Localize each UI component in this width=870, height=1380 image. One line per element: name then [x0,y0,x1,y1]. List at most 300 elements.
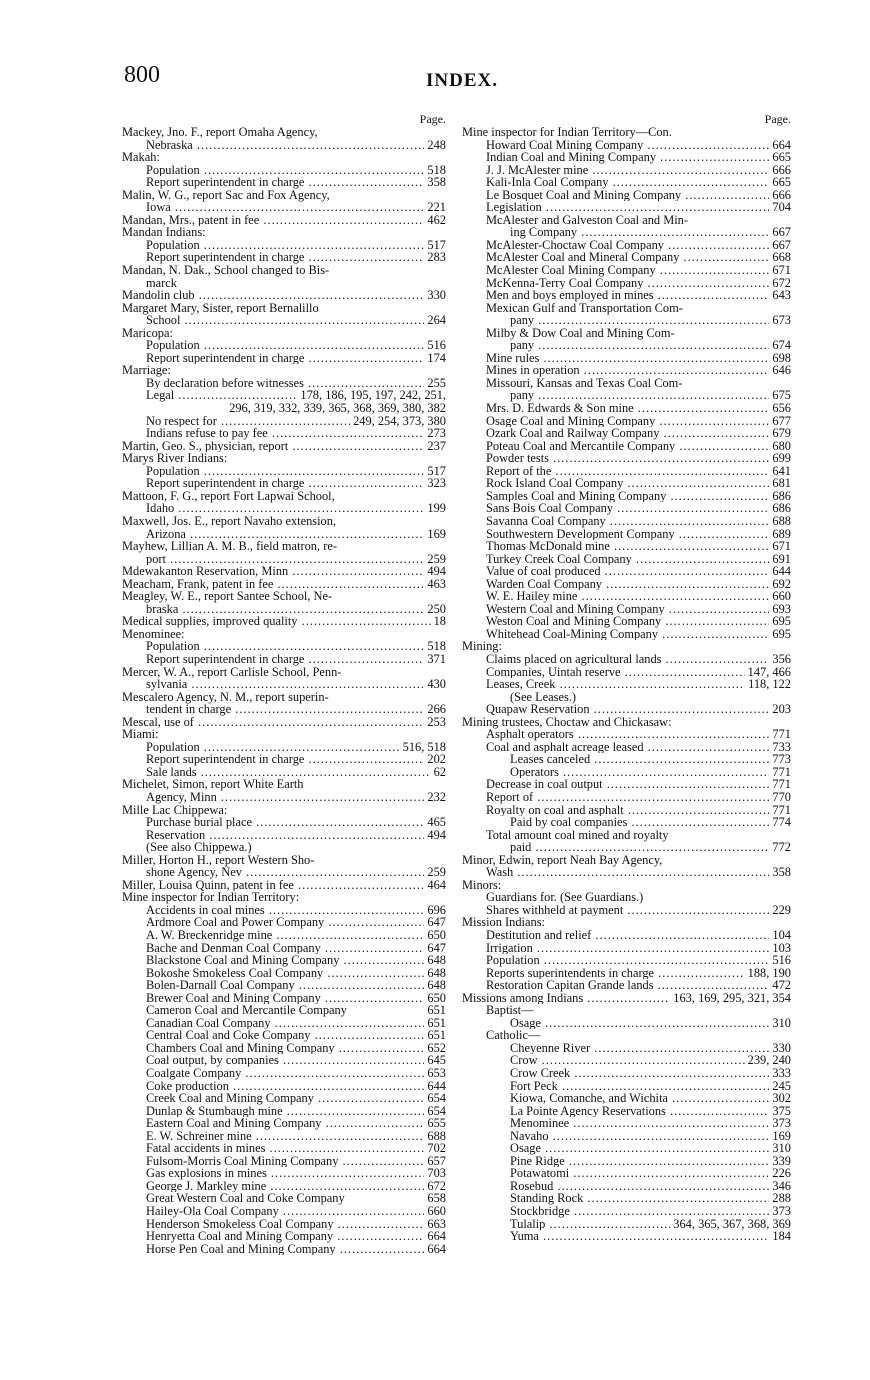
index-entry [122,615,446,628]
entry-page-ref: 677 [772,413,791,428]
entry-page-ref: 163, 169, 295, 321, 354 [673,990,791,1005]
entry-page-ref: 733 [772,739,791,754]
entry-page-ref: 104 [772,928,791,942]
entry-text: Quapaw Reservation ..... [486,703,769,716]
entry-text: Mescal, use of ..... [122,716,424,729]
entry-text: Bache and Denman Coal Company ..... [146,942,424,955]
index-entry [122,452,446,465]
entry-page-ref: 680 [772,438,791,453]
index-entry [462,1092,791,1105]
index-entry [462,1192,791,1205]
entry-page-ref: 651 [427,1003,446,1018]
entry-text: Pine Ridge ..... [510,1155,769,1168]
entry-page-ref: 644 [427,1078,446,1093]
entry-page-ref: 248 [427,137,446,152]
index-entry [462,214,791,227]
entry-page-ref: 650 [427,928,446,942]
entry-text: Companies, Uintah reserve ..... [486,666,745,679]
index-entry [462,979,791,992]
index-entry [462,954,791,967]
entry-page-ref: 663 [427,1216,446,1231]
entry-text: McAlester Coal and Mineral Company ..... [486,251,769,264]
index-entry [122,816,446,829]
entry-text: Martin, Geo. S., physician, report ..... [122,440,424,453]
index-entry [122,540,446,553]
index-entry [462,841,791,854]
entry-page-ref: 650 [427,990,446,1005]
entry-page-ref: 665 [772,150,791,165]
index-entry [462,264,791,277]
entry-text: paid ..... [510,841,769,854]
index-entry [462,653,791,666]
index-entry [122,201,446,214]
entry-page-ref: 169 [427,526,446,541]
index-entry [122,277,446,290]
entry-page-ref: 178, 186, 195, 197, 242, 251, [300,388,446,403]
entry-page-ref: 266 [427,702,446,717]
entry-text: Report superintendent in charge ..... [146,477,424,490]
entry-text: ing Company ..... [510,226,769,239]
entry-page-ref: 323 [427,476,446,491]
index-entry [122,477,446,490]
index-entry [462,440,791,453]
entry-text: Nebraska ..... [146,139,424,152]
index-entry [122,176,446,189]
index-entry [462,151,791,164]
entry-text: Claims placed on agricultural lands ..... [486,653,769,666]
entry-page-ref: 698 [772,350,791,365]
entry-text: George J. Markley mine ..... [146,1180,424,1193]
index-entry [462,766,791,779]
index-entry [122,603,446,616]
entry-page-ref: 462 [427,212,446,227]
entry-text: Leases canceled ..... [510,753,769,766]
page-column-label: Page. [419,112,446,126]
entry-text: Restoration Capitan Grande lands ..... [486,979,769,992]
entry-page-ref: 667 [772,237,791,252]
entry-text: Marriage: [122,363,171,378]
entry-page-ref: 250 [427,601,446,616]
entry-text: By declaration before witnesses ..... [146,377,424,390]
entry-text: pany ..... [510,314,769,327]
entry-page-ref: 358 [427,175,446,190]
entry-text: Mackey, Jno. F., report Omaha Agency, [122,125,318,139]
entry-text: Mine inspector for Indian Territory—Con. [462,125,672,139]
entry-text: Report superintendent in charge ..... [146,653,424,666]
entry-text: Coalgate Company ..... [146,1067,424,1080]
index-entry [462,916,791,929]
entry-text: La Pointe Agency Reservations ..... [510,1105,769,1118]
entry-text: Purchase burial place ..... [146,816,424,829]
index-entry [462,716,791,729]
entry-text: Miller, Horton H., report Western Sho- [122,852,315,867]
index-entry [462,578,791,591]
index-entry [462,164,791,177]
entry-text: Population ..... [146,164,424,177]
entry-page-ref: 703 [427,1166,446,1181]
entry-text: (See also Chippewa.) [146,840,252,855]
index-entry [122,778,446,791]
entry-page-ref: 358 [772,865,791,880]
index-entry [122,716,446,729]
entry-page-ref: 654 [427,1103,446,1118]
entry-text: McAlester Coal Mining Company ..... [486,264,769,277]
index-entry [462,1105,791,1118]
entry-text: Central Coal and Coke Company ..... [146,1029,424,1042]
entry-page-ref: 696 [427,902,446,917]
entry-page-ref: 339 [772,1153,791,1168]
entry-text: A. W. Breckenridge mine ..... [146,929,424,942]
entry-text: Coal output, by companies ..... [146,1054,424,1067]
index-entry [462,829,791,842]
entry-text: Operators ..... [510,766,769,779]
index-entry [122,916,446,929]
entry-text: Canadian Coal Company ..... [146,1017,424,1030]
entry-page-ref: 472 [772,978,791,993]
index-entry [122,891,446,904]
entry-text: Menominee ..... [510,1117,769,1130]
entry-text: Eastern Coal and Mining Company ..... [146,1117,424,1130]
entry-page-ref: 660 [772,589,791,604]
entry-page-ref: 169 [772,1128,791,1143]
entry-text: Coal and asphalt acreage leased ..... [486,741,769,754]
entry-text: Rock Island Coal Company ..... [486,477,769,490]
entry-page-ref: 494 [427,827,446,842]
entry-page-ref: 226 [772,1166,791,1181]
index-entry [122,728,446,741]
entry-text: Fort Peck ..... [510,1080,769,1093]
entry-text: Western Coal and Mining Company ..... [486,603,769,616]
entry-text: Idaho ..... [146,502,424,515]
entry-text: Legal ..... [146,389,297,402]
index-entry [462,1230,791,1243]
index-entry [462,666,791,679]
entry-text: Rosebud ..... [510,1180,769,1193]
entry-page-ref: 255 [427,375,446,390]
entry-text: Mattoon, F. G., report Fort Lapwai School, [122,488,335,503]
entry-text: marck [146,275,177,290]
index-entry [462,1067,791,1080]
index-entry [122,628,446,641]
index-entry [122,967,446,980]
entry-text: McKenna-Terry Coal Company ..... [486,277,769,290]
entry-text: Royalty on coal and asphalt ..... [486,804,769,817]
index-entry [122,314,446,327]
index-entry [122,1205,446,1218]
entry-page-ref: 671 [772,263,791,278]
entry-page-ref: 494 [427,564,446,579]
index-entry [462,389,791,402]
entry-text: Margaret Mary, Sister, report Bernalillo [122,300,319,315]
entry-text: Henryetta Coal and Mining Company ..... [146,1230,424,1243]
entry-list [462,126,791,1243]
entry-list [122,126,446,1255]
index-entry [462,1130,791,1143]
entry-page-ref: 648 [427,965,446,980]
entry-page-ref: 664 [427,1229,446,1244]
index-entry [122,427,446,440]
index-entry [462,778,791,791]
entry-text: Navaho ..... [510,1130,769,1143]
entry-page-ref: 375 [772,1103,791,1118]
index-entry [462,502,791,515]
index-entry [462,515,791,528]
entry-text: Mine inspector for Indian Territory: [122,890,300,905]
entry-text: Weston Coal and Mining Company ..... [486,615,769,628]
entry-page-ref: 647 [427,940,446,955]
entry-text: Bolen-Darnall Coal Company ..... [146,979,424,992]
index-entry [462,1117,791,1130]
entry-page-ref: 333 [772,1066,791,1081]
entry-page-ref: 770 [772,789,791,804]
entry-page-ref: 671 [772,539,791,554]
index-entry [122,1042,446,1055]
entry-text: Population ..... [486,954,769,967]
entry-page-ref: 654 [427,1091,446,1106]
index-entry [462,1167,791,1180]
index-entry [462,1142,791,1155]
entry-text: Catholic— [486,1028,541,1043]
entry-page-ref: 771 [772,764,791,779]
entry-text: Mille Lac Chippewa: [122,802,228,817]
index-entry [462,251,791,264]
entry-text: port ..... [146,553,424,566]
entry-page-ref: 264 [427,313,446,328]
entry-text: Miami: [122,727,159,742]
page-title: INDEX. [426,70,498,91]
entry-page-ref: 672 [427,1178,446,1193]
index-entry [122,1092,446,1105]
entry-text: Henderson Smokeless Coal Company ..... [146,1218,424,1231]
entry-page-ref: 692 [772,576,791,591]
entry-text: Tulalip ..... [510,1218,670,1231]
entry-text: Thomas McDonald mine ..... [486,540,769,553]
entry-page-ref: 463 [427,576,446,591]
entry-text: Mandan, Mrs., patent in fee ..... [122,214,424,227]
entry-text: Mines in operation ..... [486,364,769,377]
entry-page-ref: 239, 240 [747,1053,791,1068]
entry-page-ref: 464 [427,877,446,892]
entry-page-ref: 259 [427,551,446,566]
entry-page-ref: 465 [427,815,446,830]
entry-page-ref: 666 [772,162,791,177]
index-entry [462,967,791,980]
index-entry [462,415,791,428]
index-entry [122,189,446,202]
index-entry [122,1080,446,1093]
entry-text: (See Leases.) [510,689,577,704]
index-entry [122,402,446,415]
entry-text: Minor, Edwin, report Neah Bay Agency, [462,852,663,867]
index-entry [462,314,791,327]
entry-page-ref: 695 [772,626,791,641]
index-entry [462,377,791,390]
index-entry [122,678,446,691]
entry-text: Mercer, W. A., report Carlisle School, Penn- [122,664,342,679]
index-entry [462,628,791,641]
entry-page-ref: 651 [427,1028,446,1043]
index-entry [462,603,791,616]
index-entry [122,741,446,754]
entry-text: Great Western Coal and Coke Company [146,1191,345,1206]
entry-text: Meagley, W. E., report Santee School, Ne- [122,589,333,604]
entry-page-ref: 373 [772,1204,791,1219]
entry-page-ref: 199 [427,501,446,516]
entry-page-ref: 693 [772,601,791,616]
entry-page-ref: 648 [427,953,446,968]
entry-page-ref: 673 [772,313,791,328]
entry-page-ref: 249, 254, 373, 380 [353,413,446,428]
entry-text: Indian Coal and Mining Company ..... [486,151,769,164]
entry-text: Maricopa: [122,325,173,340]
entry-page-ref: 672 [772,275,791,290]
index-entry [122,226,446,239]
index-entry [462,239,791,252]
entry-text: Mayhew, Lillian A. M. B., field matron, re- [122,539,337,554]
entry-page-ref: 774 [772,815,791,830]
index-entry [122,954,446,967]
index-entry [462,528,791,541]
entry-text: Population ..... [146,465,424,478]
entry-text: Report superintendent in charge ..... [146,251,424,264]
entry-text: Report superintendent in charge ..... [146,176,424,189]
entry-page-ref: 518 [427,639,446,654]
index-entry [122,854,446,867]
page-number: 800 [124,62,160,88]
index-entry [462,1080,791,1093]
index-entry [462,1180,791,1193]
entry-text: Poteau Coal and Mercantile Company ..... [486,440,769,453]
index-entry [122,553,446,566]
entry-text: Men and boys employed in mines ..... [486,289,769,302]
index-entry [122,565,446,578]
entry-text: Sale lands ..... [146,766,431,779]
entry-text: Mrs. D. Edwards & Son mine ..... [486,402,769,415]
entry-text: Southwestern Development Company ..... [486,528,769,541]
index-entry [122,942,446,955]
entry-text: Meacham, Frank, patent in fee ..... [122,578,424,591]
entry-page-ref: 517 [427,237,446,252]
entry-page-ref: 356 [772,651,791,666]
entry-page-ref: 657 [427,1153,446,1168]
entry-page-ref: 643 [772,288,791,303]
entry-text: Mescalero Agency, N. M., report superin- [122,689,329,704]
entry-text: pany ..... [510,339,769,352]
index-entry [462,1029,791,1042]
index-entry [122,929,446,942]
entry-page-ref: 658 [427,1191,446,1206]
entry-page-ref: 771 [772,727,791,742]
index-entry [462,302,791,315]
entry-text: Asphalt operators ..... [486,728,769,741]
entry-text: Destitution and relief ..... [486,929,769,942]
index-entry [122,804,446,817]
entry-page-ref: 681 [772,476,791,491]
entry-text: Population ..... [146,239,424,252]
index-entry [122,590,446,603]
entry-page-ref: 288 [772,1191,791,1206]
entry-page-ref: 302 [772,1091,791,1106]
entry-page-ref: 665 [772,175,791,190]
index-entry [122,364,446,377]
index-entry [122,904,446,917]
entry-page-ref: 666 [772,187,791,202]
entry-text: braska ..... [146,603,424,616]
entry-text: Turkey Creek Coal Company ..... [486,553,769,566]
index-entry [122,979,446,992]
entry-text: Malin, W. G., report Sac and Fox Agency, [122,187,330,202]
index-entry [122,1218,446,1231]
entry-text: Fulsom-Morris Coal Mining Company ..... [146,1155,424,1168]
index-entry [462,540,791,553]
entry-page-ref: 686 [772,488,791,503]
page-column-label: Page. [764,112,791,126]
entry-text: McAlester-Choctaw Coal Company ..... [486,239,769,252]
index-entry [462,427,791,440]
entry-text: Yuma ..... [510,1230,769,1243]
index-entry [462,277,791,290]
index-entry [122,1130,446,1143]
entry-page-ref: 118, 122 [748,677,791,692]
index-entry [462,339,791,352]
index-entry [462,615,791,628]
entry-text: Crow ..... [510,1054,745,1067]
entry-text: Shares withheld at payment ..... [486,904,769,917]
index-entry [462,942,791,955]
index-entry [122,1155,446,1168]
entry-page-ref: 773 [772,752,791,767]
entry-page-ref: 310 [772,1015,791,1030]
entry-text: W. E. Hailey mine ..... [486,590,769,603]
entry-page-ref: 253 [427,714,446,729]
index-entry [462,189,791,202]
entry-text: tendent in charge ..... [146,703,424,716]
index-entry [462,816,791,829]
entry-page-ref: 641 [772,463,791,478]
index-entry [462,804,791,817]
index-entry [122,1117,446,1130]
entry-text: Legislation ..... [486,201,769,214]
entry-page-ref: 695 [772,614,791,629]
entry-page-ref: 259 [427,865,446,880]
entry-page-ref: 691 [772,551,791,566]
entry-text: Reports superintendents in charge ..... [486,967,745,980]
entry-page-ref: 232 [427,789,446,804]
entry-page-ref: 675 [772,388,791,403]
index-entry [122,1167,446,1180]
entry-text: Total amount coal mined and royalty [486,827,669,842]
index-entry [462,678,791,691]
index-entry [122,1105,446,1118]
index-entry [462,465,791,478]
entry-page-ref: 772 [772,840,791,855]
index-entry [462,1205,791,1218]
index-entry [462,741,791,754]
entry-text: Dunlap & Stumbaugh mine ..... [146,1105,424,1118]
entry-page-ref: 330 [427,288,446,303]
entry-text: Report of the ..... [486,465,769,478]
entry-page-ref: 668 [772,250,791,265]
entry-text: Accidents in coal mines ..... [146,904,424,917]
entry-text: Decrease in coal output ..... [486,778,769,791]
index-entry [122,515,446,528]
entry-page-ref: 646 [772,363,791,378]
entry-text: Osage Coal and Mining Company ..... [486,415,769,428]
entry-page-ref: 174 [427,350,446,365]
entry-text: McAlester and Galveston Coal and Min- [486,212,688,227]
entry-text: Value of coal produced ..... [486,565,769,578]
index-entry [462,791,791,804]
